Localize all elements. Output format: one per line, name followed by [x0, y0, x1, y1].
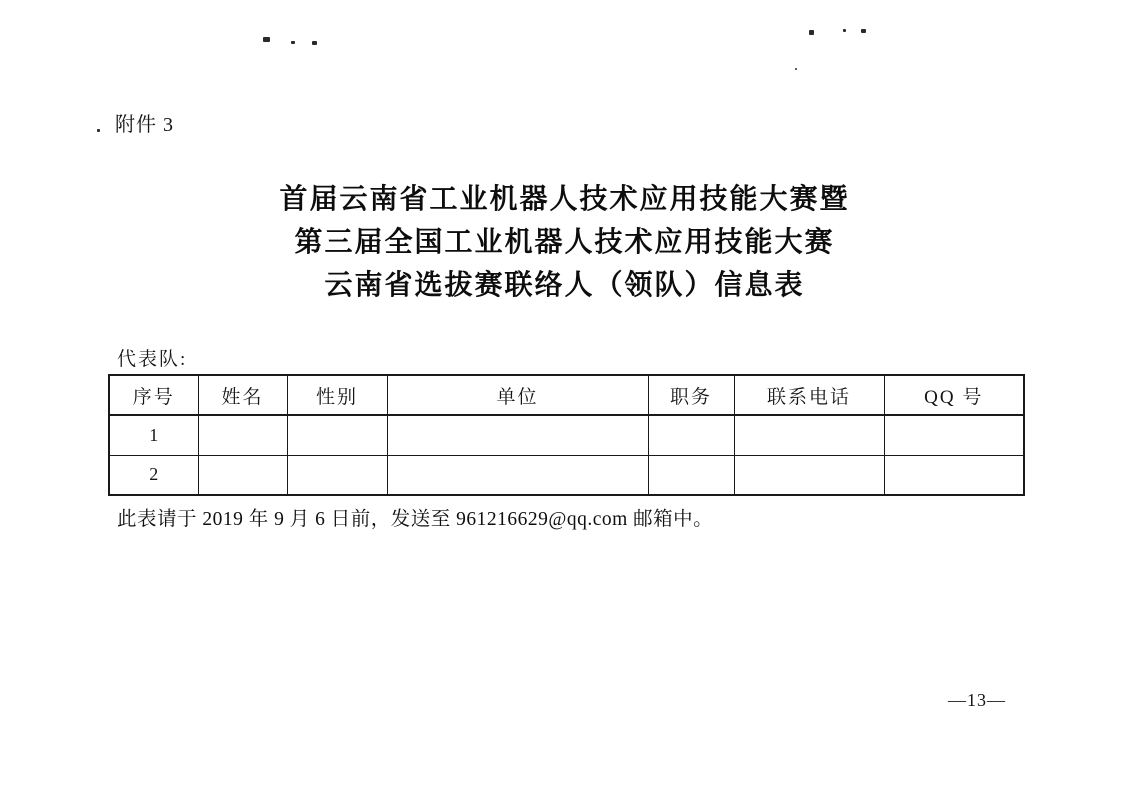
scan-speck: [795, 68, 797, 70]
scan-speck: [312, 41, 317, 45]
scan-speck: [97, 129, 100, 132]
header-phone: 联系电话: [734, 375, 884, 415]
cell-phone: [734, 455, 884, 495]
header-qq: QQ 号: [884, 375, 1024, 415]
header-gender: 性别: [287, 375, 387, 415]
cell-organization: [387, 455, 648, 495]
contact-info-table: [108, 374, 1025, 496]
cell-position: [648, 455, 734, 495]
cell-qq: [884, 415, 1024, 455]
table-row-2: [109, 455, 1024, 495]
attachment-label: 附件 3: [115, 114, 174, 136]
cell-gender: [287, 415, 387, 455]
cell-organization: [387, 415, 648, 455]
document-title: [0, 177, 1129, 306]
submission-note: 此表请于 2019 年 9 月 6 日前，发送至 961216629@qq.com 邮箱中。: [117, 509, 714, 530]
scan-speck: [843, 29, 846, 32]
scan-speck: [291, 41, 295, 44]
title-line-3: 云南省选拔赛联络人（领队）信息表: [324, 269, 805, 300]
cell-phone: [734, 415, 884, 455]
cell-qq: [884, 455, 1024, 495]
title-line-1: 首届云南省工业机器人技术应用技能大赛暨: [279, 183, 850, 214]
table-row-1: [109, 415, 1024, 455]
scan-speck: [861, 29, 866, 33]
header-organization: 单位: [387, 375, 648, 415]
header-position: 职务: [648, 375, 734, 415]
cell-position: [648, 415, 734, 455]
scan-speck: [809, 30, 814, 35]
page-number: —13—: [948, 690, 1006, 710]
team-label: 代表队:: [117, 349, 188, 370]
cell-serial: 2: [109, 455, 198, 495]
scan-speck: [263, 37, 270, 42]
header-serial-number: 序号: [109, 375, 198, 415]
cell-gender: [287, 455, 387, 495]
header-name: 姓名: [198, 375, 287, 415]
cell-name: [198, 415, 287, 455]
title-line-2: 第三届全国工业机器人技术应用技能大赛: [294, 226, 835, 257]
table-header-row: [109, 375, 1024, 415]
cell-name: [198, 455, 287, 495]
cell-serial: 1: [109, 415, 198, 455]
